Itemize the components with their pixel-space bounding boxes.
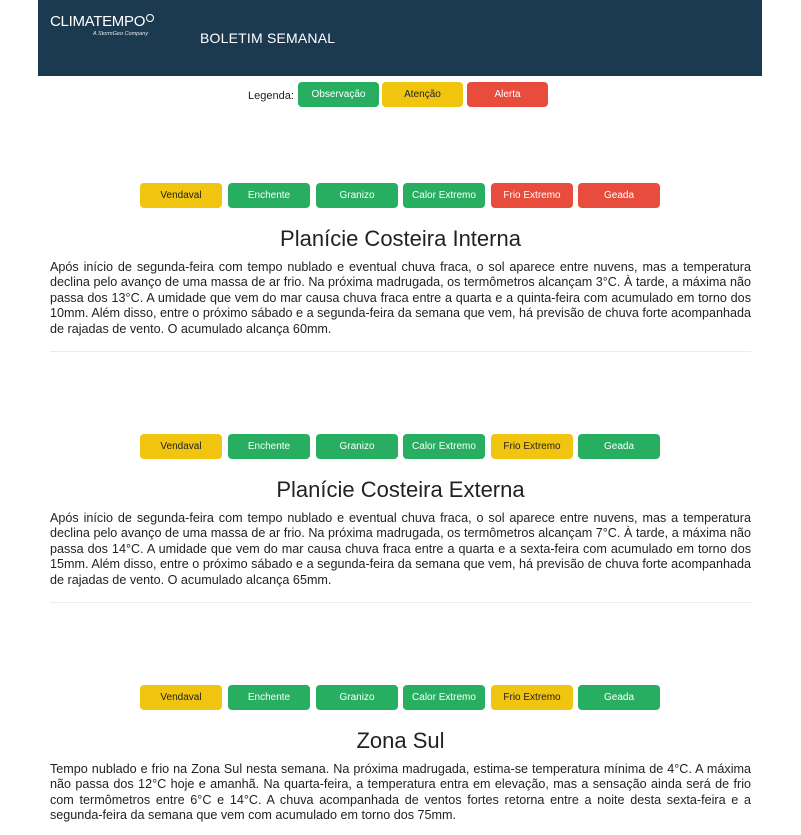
legend	[0, 82, 801, 108]
tag-enchente: Enchente	[228, 183, 310, 208]
tag-geada: Geada	[578, 434, 660, 459]
page-header	[38, 0, 762, 76]
section-text: Após início de segunda-feira com tempo nublado e eventual chuva fraca, o sol aparece entre nuvens, mas a temperatura declina pelo avanço de uma massa de ar frio. Na próxima madrugada, os termômetros alcançam 7°C. À tarde, a máxima não passa dos 14°C. A umidade que vem do mar causa chuva fraca entre a quarta e a sexta-feira com acumulado em torno dos 15mm. Além disso, entre o próximo sábado e a segunda-feira da semana que vem, há previsão de chuva forte acompanhada de rajadas de vento. O acumulado alcança 65mm.	[50, 511, 751, 587]
tag-calor-extremo: Calor Extremo	[403, 434, 485, 459]
legend-item-atencao: Atenção	[382, 82, 463, 107]
risk-tags	[0, 434, 801, 460]
logo-subtitle: A StormGeo Company	[92, 31, 149, 37]
tag-granizo: Granizo	[316, 685, 398, 710]
legend-item-observacao: Observação	[298, 82, 379, 107]
legend-item-alerta: Alerta	[467, 82, 548, 107]
section-title: Planície Costeira Interna	[280, 226, 521, 251]
tag-vendaval: Vendaval	[140, 183, 222, 208]
tag-vendaval: Vendaval	[140, 685, 222, 710]
tag-granizo: Granizo	[316, 434, 398, 459]
tag-enchente: Enchente	[228, 434, 310, 459]
tag-calor-extremo: Calor Extremo	[403, 183, 485, 208]
tag-geada: Geada	[578, 685, 660, 710]
tag-frio-extremo: Frio Extremo	[491, 434, 573, 459]
tag-vendaval: Vendaval	[140, 434, 222, 459]
section-text: Após início de segunda-feira com tempo nublado e eventual chuva fraca, o sol aparece entre nuvens, mas a temperatura declina pelo avanço de uma massa de ar frio. Na próxima madrugada, os termômetros alcançam 3°C. À tarde, a máxima não passa dos 13°C. A umidade que vem do mar causa chuva fraca entre a quarta e a quinta-feira com acumulado em torno dos 10mm. Além disso, entre o próximo sábado e a segunda-feira da semana que vem, há previsão de chuva forte acompanhada de rajadas de vento. O acumulado alcança 60mm.	[50, 260, 751, 336]
tag-granizo: Granizo	[316, 183, 398, 208]
section-divider	[50, 602, 751, 603]
section-text: Tempo nublado e frio na Zona Sul nesta semana. Na próxima madrugada, estima-se temperatura mínima de 4°C. A máxima não passa dos 12°C hoje e amanhã. Na quarta-feira, a temperatura entra em elevação, mas a sensação ainda será de frio com termômetros entre 6°C e 14°C. A chuva acompanhada de ventos fortes retorna entre a noite desta sexta-feira e a segunda-feira da semana que vem com acumulado em torno dos 75mm.	[50, 762, 751, 823]
page-title: BOLETIM SEMANAL	[200, 30, 336, 46]
tag-geada: Geada	[578, 183, 660, 208]
tag-enchente: Enchente	[228, 685, 310, 710]
section-title: Planície Costeira Externa	[276, 477, 525, 502]
logo-text: CLIMATEMPO	[50, 13, 146, 30]
section-divider	[50, 351, 751, 352]
tag-frio-extremo: Frio Extremo	[491, 183, 573, 208]
logo-circle-icon	[146, 14, 154, 22]
tag-frio-extremo: Frio Extremo	[491, 685, 573, 710]
risk-tags	[0, 685, 801, 711]
legend-label: Legenda:	[248, 90, 294, 102]
risk-tags	[0, 183, 801, 209]
climatempo-logo[interactable]	[50, 14, 154, 37]
tag-calor-extremo: Calor Extremo	[403, 685, 485, 710]
section-title: Zona Sul	[356, 728, 445, 753]
